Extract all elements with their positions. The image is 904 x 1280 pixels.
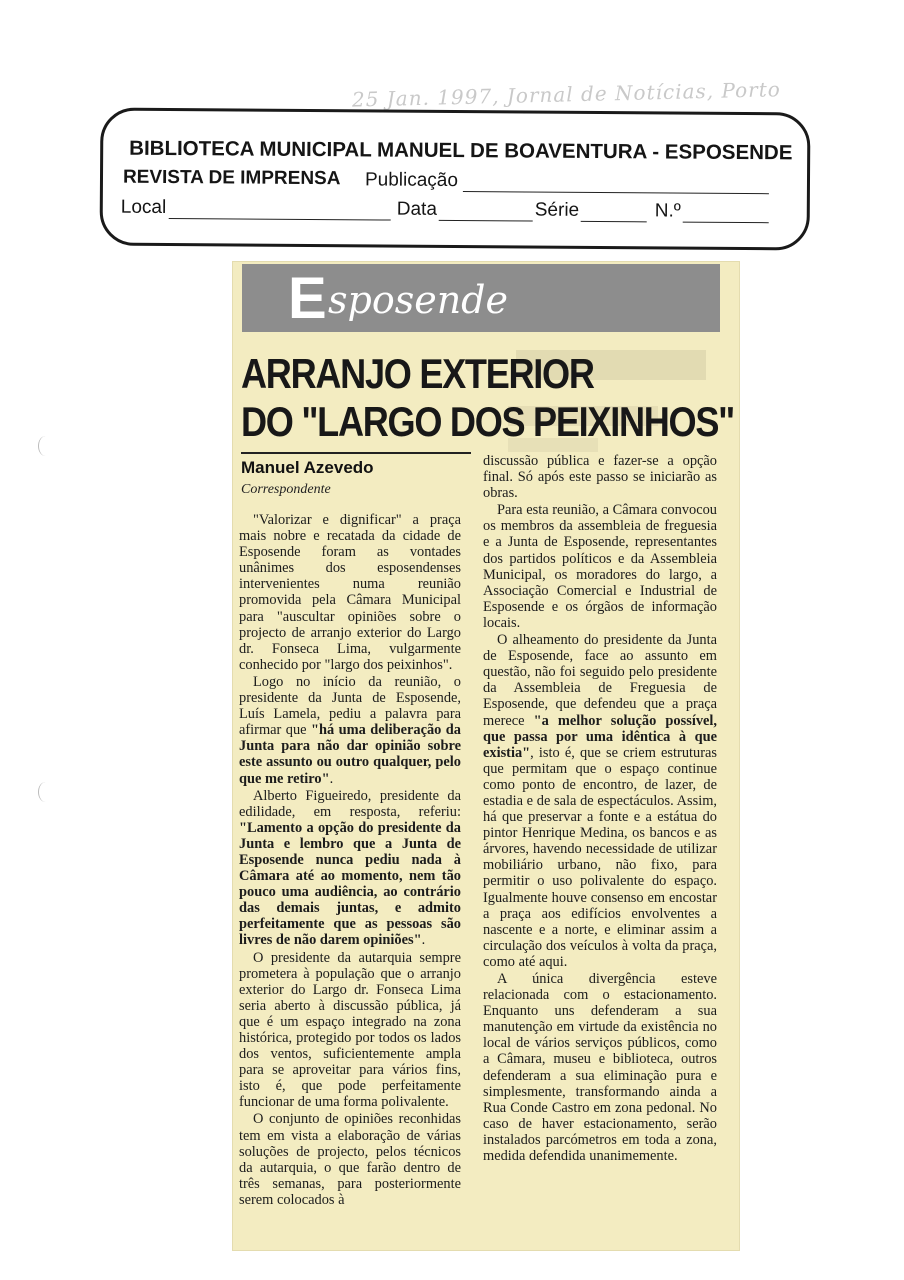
paragraph: O presidente da autarquia sempre prometera à população que o arranjo exterior do Largo dr. Fonseca Lima seria aberto à discussão pública, já que é um espaço integrado na zona histórica, protegido por todos os lados dos ventos, suficientemente ampla para se aproveitar para vários fins, isto é, que pode perfeitamente funcionar de uma forma polivalente.: [239, 949, 461, 1111]
headline-line-2: DO "LARGO DOS PEIXINHOS": [241, 398, 734, 445]
headline: [241, 350, 734, 446]
numero-field: [683, 222, 769, 224]
article-column-left: [239, 512, 461, 1248]
local-label: Local: [120, 196, 167, 218]
punch-hole-mark: [38, 782, 53, 802]
quote: "a melhor solução possível, que passa por uma idêntica à que existia": [483, 712, 717, 761]
paragraph: Para esta reunião, a Câmara convocou os membros da assembleia de freguesia e a Junta de Esposende, representantes dos partidos políticos e da Assembleia Municipal, os moradores do largo, a Associação Comercial e Industrial de Esposende e os órgãos de informação locais.: [483, 502, 717, 631]
data-label: Data: [396, 198, 438, 220]
author-role: Correspondente: [241, 482, 331, 497]
paragraph: Alberto Figueiredo, presidente da edilidade, em resposta, referiu: "Lamento a opção do presidente da Junta e lembro que a Junta de Esposende nunca pediu nada à Câmara até ao momento, nem tão pouco uma audiência, ao contrário das demais juntas, e admito perfeitamente que as pessoas são livres de não darem opiniões".: [239, 787, 461, 949]
paragraph: A única divergência esteve relacionada com o estacionamento. Enquanto uns defenderam a sua manutenção em virtude da existência no local de vários serviços públicos, como a Câmara, museu e biblioteca, outros defenderam a sua eliminação pura e simplesmente, transformando ainda a Rua Conde Castro em zona pedonal. No caso de haver estacionamento, serão instalados parcómetros em toda a zona, medida defendida unanimemente.: [483, 971, 717, 1165]
section-banner: [242, 264, 720, 332]
library-stamp: [100, 108, 811, 251]
author-name: Manuel Azevedo: [241, 458, 374, 477]
punch-hole-mark: [38, 436, 53, 456]
section-name: sposende: [328, 278, 508, 322]
section-initial: E: [288, 266, 327, 331]
quote: "há uma deliberação da Junta para não dar opinião sobre este assunto ou outro qualquer, pelo que me retiro": [239, 722, 461, 787]
paragraph: O conjunto de opiniões reconhidas tem em vista a elaboração de várias soluções de projecto, pelos técnicos da autarquia, o que farão dentro de três semanas, para posteriormente serem colocados à: [239, 1111, 461, 1208]
serie-label: Série: [534, 199, 580, 221]
byline-rule: [241, 452, 471, 454]
numero-label: N.º: [654, 200, 681, 222]
library-name: BIBLIOTECA MUNICIPAL MANUEL DE BOAVENTURA - ESPOSENDE: [129, 136, 793, 165]
publicacao-label: Publicação: [364, 169, 459, 192]
serie-field: [581, 221, 647, 222]
stamp-row-details: [121, 197, 791, 232]
paragraph-continued: discussão pública e fazer-se a opção final. Só após este passo se iniciarão as obras.: [483, 453, 717, 502]
stamp-row-publication: [123, 167, 783, 200]
section-label: REVISTA DE IMPRENSA: [122, 166, 341, 190]
publicacao-field: [463, 191, 769, 194]
headline-line-1: ARRANJO EXTERIOR: [241, 350, 594, 397]
handwritten-note: 25 Jan. 1997, Jornal de Notícias, Porto: [351, 77, 782, 112]
data-field: [439, 220, 533, 222]
local-field: [169, 218, 391, 221]
paragraph: Logo no início da reunião, o presidente da Junta de Esposende, Luís Lamela, pediu a palavra para afirmar que "há uma deliberação da Junta para não dar opinião sobre este assunto ou outro qualquer, pelo que me retiro".: [239, 673, 461, 787]
paragraph: O alheamento do presidente da Junta de Esposende, face ao assunto em questão, não foi seguido pelo presidente da Assembleia de Freguesia de Esposende, que defendeu que a praça merece "a melhor solução possível, que passa por uma idêntica à que existia", isto é, que se criem estruturas que permitam que o espaço continue como ponto de encontro, de lazer, de estadia e de sala de espectáculos. Assim, há que preservar a fonte e a estátua do pintor Henrique Medina, os bancos e as árvores, havendo necessidade de utilizar mobiliário urbano, não fixo, para permitir o uso polivalente do espaço. Igualmente houve consenso em encostar a praça aos edifícios envolventes a nascente e a norte, e eliminar assim a circulação dos veículos à volta da praça, como até aqui.: [483, 632, 717, 970]
article-column-right: [483, 453, 717, 1248]
paragraph: "Valorizar e dignificar" a praça mais nobre e recatada da cidade de Esposende foram as vontades unânimes dos esposendenses intervenientes numa reunião promovida pela Câmara Municipal para "auscultar opiniões sobre o projecto de arranjo exterior do Largo dr. Fonseca Lima, vulgarmente conhecido por "largo dos peixinhos".: [239, 512, 461, 673]
quote: "Lamento a opção do presidente da Junta e lembro que a Junta de Esposende nunca pediu nada à Câmara até ao momento, nem tão pouco uma audiência, ao contrário das demais juntas, e admito perfeitamente que as pessoas são livres de não darem opiniões": [239, 819, 461, 949]
newspaper-clipping: [233, 262, 739, 1250]
